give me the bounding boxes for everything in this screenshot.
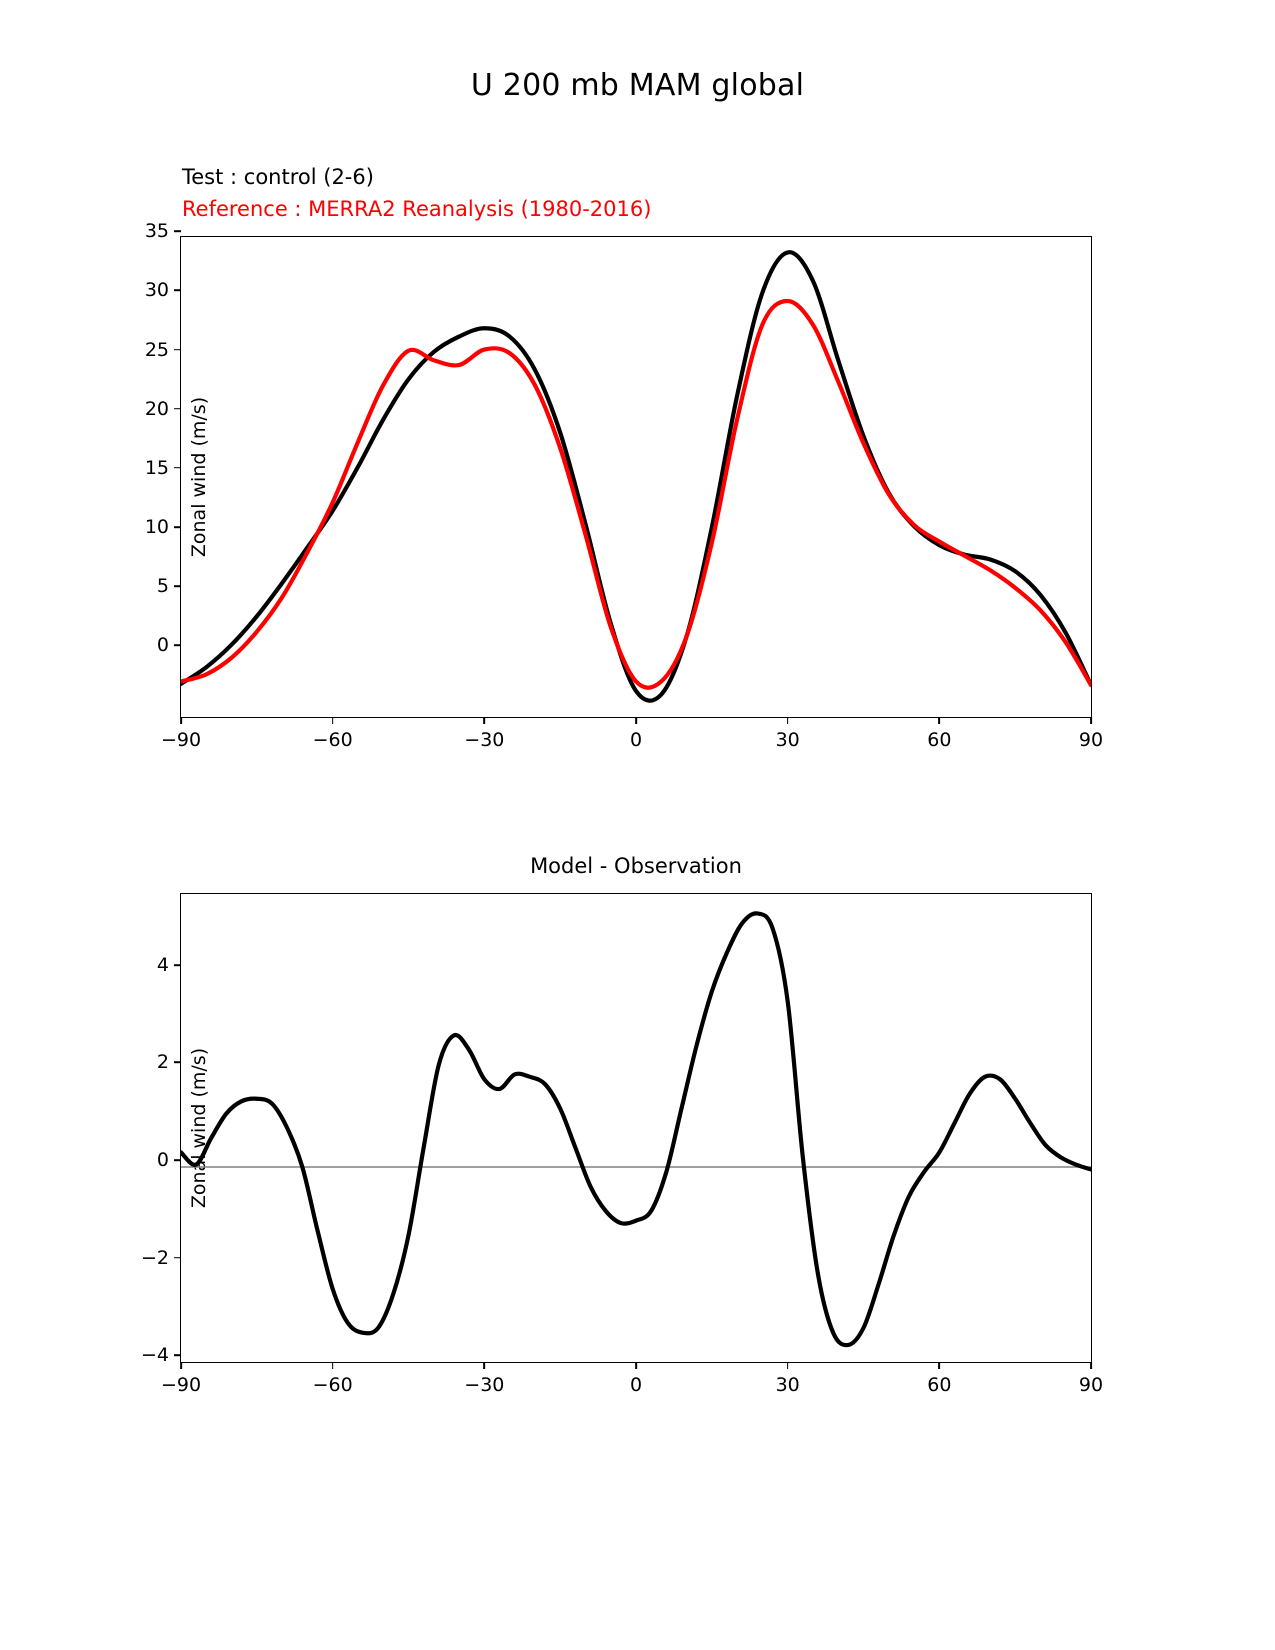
page-title: U 200 mb MAM global (470, 68, 805, 103)
x-tick-top-1: −60 (313, 717, 353, 751)
x-tick-bottom-2: −30 (464, 1362, 504, 1396)
y-tick-bottom-4: 4 (157, 954, 181, 976)
y-tick-bottom-1: −2 (141, 1247, 181, 1269)
y-axis-label-top: Zonal wind (m/s) (188, 396, 211, 558)
y-axis-label-bottom: Zonal wind (m/s) (188, 1047, 211, 1209)
y-tick-top-3: 15 (145, 457, 181, 479)
x-tick-top-5: 60 (927, 717, 951, 751)
y-tick-top-6: 30 (145, 279, 181, 301)
plot-area-top (181, 237, 1091, 717)
y-tick-bottom-3: 2 (157, 1051, 181, 1073)
y-tick-top-5: 25 (145, 339, 181, 361)
data-series-line-1 (181, 301, 1091, 688)
x-tick-bottom-6: 90 (1079, 1362, 1103, 1396)
data-series-line-0 (181, 252, 1091, 700)
plot-area-bottom (181, 894, 1091, 1362)
y-tick-top-7: 35 (145, 220, 181, 242)
legend-reference-label: Reference : MERRA2 Reanalysis (1980-2016) (182, 197, 652, 221)
x-tick-bottom-4: 30 (776, 1362, 800, 1396)
chart-panel-bottom (140, 854, 1104, 1396)
data-series-line-0 (181, 913, 1091, 1345)
legend-test-label: Test : control (2-6) (182, 165, 374, 189)
chart-panel-top (144, 220, 1104, 751)
y-tick-top-4: 20 (145, 398, 181, 420)
x-tick-top-2: −30 (464, 717, 504, 751)
x-tick-bottom-5: 60 (927, 1362, 951, 1396)
y-tick-bottom-2: 0 (157, 1149, 181, 1171)
x-tick-bottom-3: 0 (630, 1362, 642, 1396)
x-tick-top-0: −90 (161, 717, 201, 751)
y-tick-top-1: 5 (157, 575, 181, 597)
x-tick-bottom-0: −90 (161, 1362, 201, 1396)
y-tick-top-2: 10 (145, 516, 181, 538)
x-tick-top-4: 30 (776, 717, 800, 751)
panel-title-bottom: Model - Observation (530, 854, 742, 878)
y-tick-top-0: 0 (157, 634, 181, 656)
x-tick-top-3: 0 (630, 717, 642, 751)
y-tick-bottom-0: −4 (141, 1344, 181, 1366)
x-tick-bottom-1: −60 (313, 1362, 353, 1396)
x-tick-top-6: 90 (1079, 717, 1103, 751)
